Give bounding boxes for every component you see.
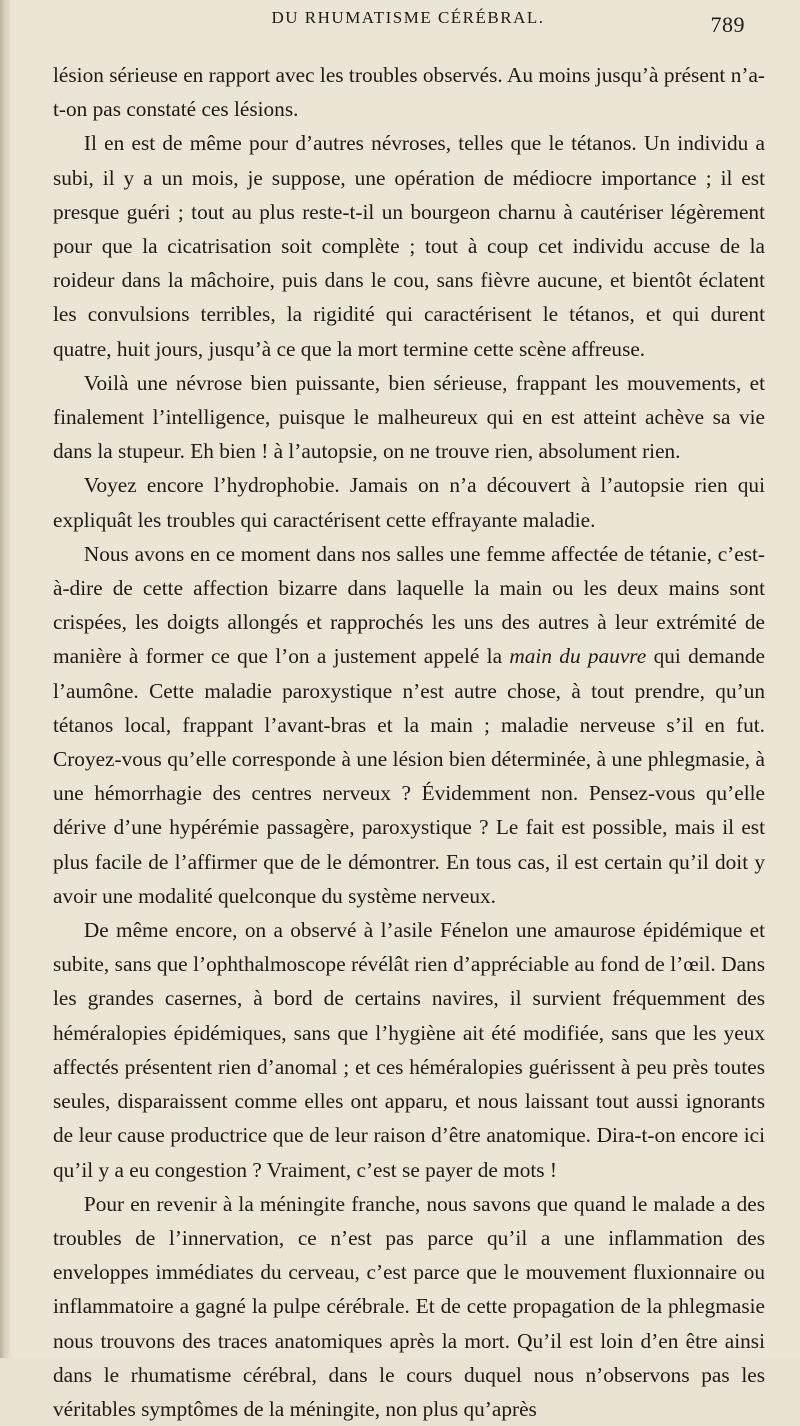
page-number: 789 (710, 12, 745, 37)
paragraph-hydrophobie: Voyez encore l’hydrophobie. Jamais on n’a découvert à l’autopsie rien qui expliquât les troubles qui caractérisent cette effrayante maladie. (53, 473, 765, 532)
paragraph-nevrose-puissante: Voilà une névrose bien puissante, bien sérieuse, frappant les mouvements, et finalement l’intelligence, puisque le malheureux qui en est atteint achève sa vie dans la stupeur. Eh bien ! à l’autopsie, on ne trouve rien, absolument rien. (53, 370, 765, 464)
paragraph-continued: lésion sérieuse en rapport avec les troubles observés. Au moins jusqu’à présent n’a-t-on pas constaté ces lésions. (53, 63, 765, 122)
running-title: DU RHUMATISME CÉRÉBRAL. (271, 8, 545, 27)
running-head (0, 6, 800, 46)
emphasis-main-du-pauvre: main du pauvre (509, 644, 647, 669)
paragraph-tetanos: Il en est de même pour d’autres névroses, telles que le tétanos. Un individu a subi, il y a un mois, je suppose, une opération de médiocre importance ; il est presque guéri ; tout au plus reste-t-il un bourgeon charnu à cautériser légèrement pour que la cicatrisation soit complète ; tout à coup cet individu accuse de la roideur dans la mâchoire, puis dans le cou, sans fièvre aucune, et bientôt éclatent les convulsions terribles, la rigidité qui caractérisent le tétanos, et qui durent quatre, huit jours, jusqu’à ce que la mort termine cette scène affreuse. (53, 131, 765, 361)
page-binding-shadow (0, 0, 12, 1358)
paragraph-tetanie: Nous avons en ce moment dans nos salles une femme affectée de tétanie, c’est-à-dire de cette affection bizarre dans laquelle la main ou les deux mains sont crispées, les doigts allongés et rapprochés les uns des autres à leur extrémité de manière à former ce que l’on a justement appelé la main du pauvre qui demande l’aumône. Cette maladie paroxystique n’est autre chose, à tout prendre, qu’un tétanos local, frappant l’avant-bras et la main ; maladie nerveuse s’il en fut. Croyez-vous qu’elle corresponde à une lésion bien déterminée, à une phlegmasie, à une hémorrhagie des centres nerveux ? Évidemment non. Pensez-vous qu’elle dérive d’une hypérémie passagère, paroxystique ? Le fait est possible, mais il est plus facile de l’affirmer que de le démontrer. En tous cas, il est certain qu’il doit y avoir une modalité quelconque du système nerveux. (53, 541, 765, 908)
paragraph-amaurose: De même encore, on a observé à l’asile Fénelon une amaurose épidémique et subite, sans que l’ophthalmoscope révélât rien d’appréciable au fond de l’œil. Dans les grandes casernes, à bord de certains navires, il survient fréquemment des héméralopies épidémiques, sans que l’hygiène ait été modifiée, sans que les yeux affectés présentent rien d’anomal ; et ces héméralopies guérissent à peu près toutes seules, disparaissent comme elles ont apparu, et nous laissant tout aussi ignorants de leur cause productrice que de leur raison d’être anatomique. Dira-t-on encore ici qu’il y a eu congestion ? Vraiment, c’est se payer de mots ! (53, 918, 765, 1182)
body-text (53, 58, 765, 1426)
paragraph-meningite: Pour en revenir à la méningite franche, nous savons que quand le malade a des troubles de l’innervation, ce n’est pas parce qu’il a une inflammation des enveloppes immédiates du cerveau, c’est parce que le mouvement fluxionnaire ou inflammatoire a gagné la pulpe cérébrale. Et de cette propagation de la phlegmasie nous trouvons des traces anatomiques après la mort. Qu’il est loin d’en être ainsi dans le rhumatisme cérébral, dans le cours duquel nous n’observons pas les véritables symptômes de la méningite, non plus qu’après (53, 1191, 765, 1421)
